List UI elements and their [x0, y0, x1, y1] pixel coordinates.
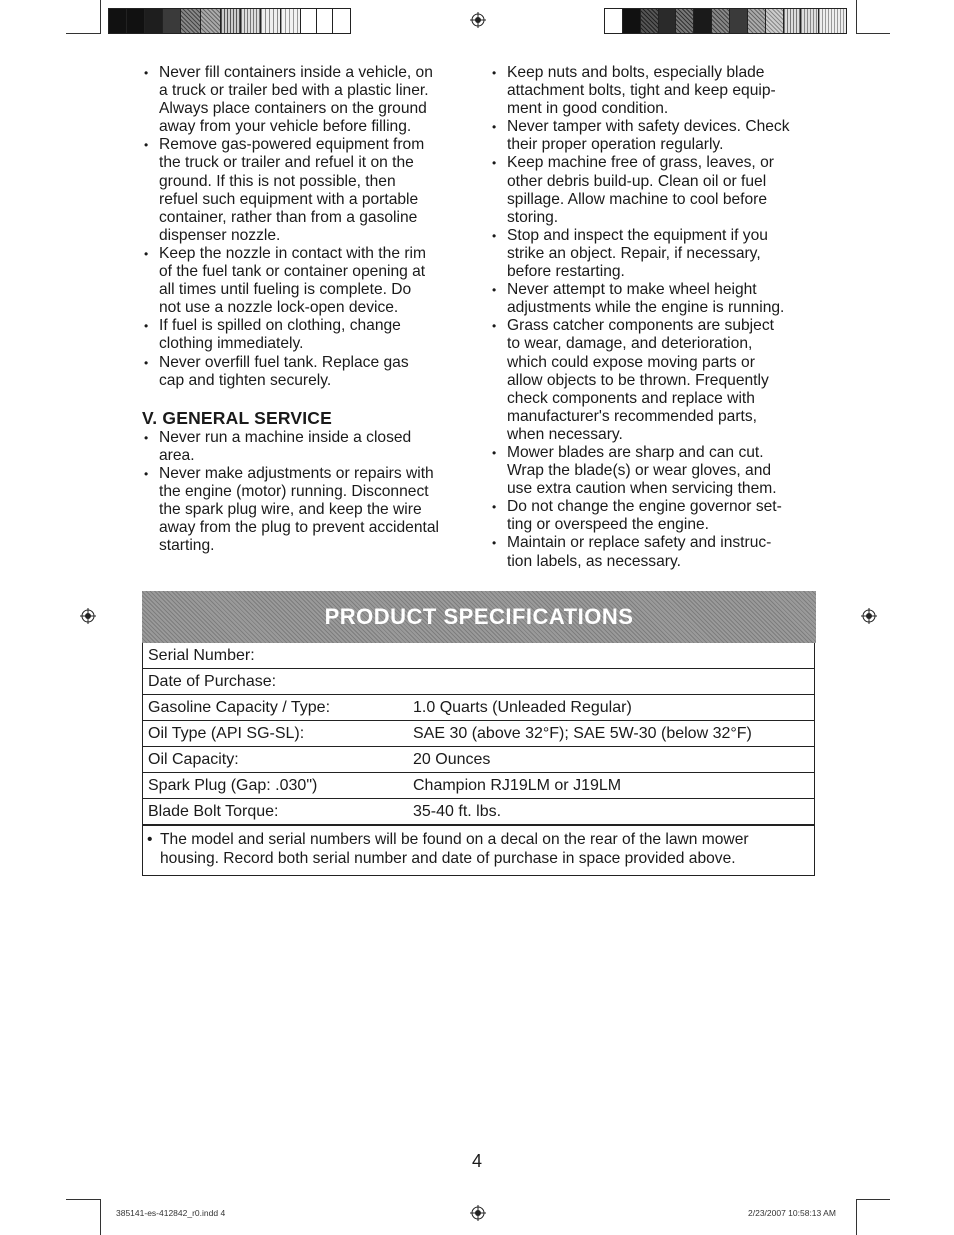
list-item-line: the spark plug wire, and keep the wire	[159, 501, 422, 519]
list-item	[490, 227, 830, 281]
list-item	[490, 64, 830, 118]
list-item-line: other debris build-up. Clean oil or fuel	[507, 172, 767, 190]
list-item-line: adjustments while the engine is running.	[507, 299, 785, 317]
crop-mark-top-left-v	[100, 0, 101, 34]
list-item	[490, 281, 830, 317]
table-row	[143, 695, 814, 721]
list-item-line: • Remove gas-powered equipment from	[159, 136, 425, 154]
spec-value: 1.0 Quarts (Unleaded Regular)	[413, 698, 632, 716]
spec-label: Gasoline Capacity / Type:	[148, 698, 331, 716]
list-item-line: the truck or trailer and refuel it on the	[159, 154, 414, 172]
list-item-line: tion labels, as necessary.	[507, 552, 681, 570]
list-item	[142, 317, 482, 353]
spec-label: Blade Bolt Torque:	[148, 802, 279, 820]
table-row	[143, 721, 814, 747]
crop-mark-bottom-left-h	[66, 1199, 100, 1200]
list-item-line: use extra caution when servicing them.	[507, 480, 777, 498]
list-item-line: • Do not change the engine governor set-	[507, 498, 782, 516]
list-item	[142, 465, 482, 555]
list-item-line: • Keep machine free of grass, leaves, or	[507, 154, 774, 172]
list-item-line: refuel such equipment with a portable	[159, 190, 419, 208]
right-column	[490, 64, 830, 571]
crop-mark-bottom-right-h	[856, 1199, 890, 1200]
list-item-line: • Never run a machine inside a closed	[159, 428, 412, 446]
list-item-line: before restarting.	[507, 263, 625, 281]
list-item-line: ground. If this is not possible, then	[159, 172, 396, 190]
list-item-line: • Stop and inspect the equipment if you	[507, 226, 768, 244]
fuel-safety-list	[142, 64, 482, 390]
page-number: 4	[471, 1151, 482, 1171]
list-item-line: • Maintain or replace safety and instruc-	[507, 534, 772, 552]
list-item-line: attachment bolts, tight and keep equip-	[507, 82, 776, 100]
list-item	[490, 118, 830, 154]
registration-mark-icon	[470, 1205, 486, 1221]
spec-value: 35-40 ft. lbs.	[413, 802, 502, 820]
list-item-line: ment in good condition.	[507, 100, 669, 118]
spec-label: Serial Number:	[148, 646, 255, 664]
spec-value: Champion RJ19LM or J19LM	[413, 776, 622, 794]
note-text	[147, 831, 810, 868]
list-item	[490, 154, 830, 226]
spec-label: Oil Type (API SG-SL):	[148, 724, 305, 742]
list-item	[490, 317, 830, 444]
list-item-line: allow objects to be thrown. Frequently	[507, 371, 769, 389]
spec-label: Date of Purchase:	[148, 672, 277, 690]
list-item-line: Wrap the blade(s) or wear gloves, and	[507, 462, 772, 480]
registration-mark-icon	[861, 608, 877, 624]
specifications-table	[142, 643, 815, 825]
footer-file-name: 385141-es-412842_r0.indd 4	[116, 1208, 226, 1218]
list-item-line: dispenser nozzle.	[159, 226, 281, 244]
list-item-line: spillage. Allow machine to cool before	[507, 190, 768, 208]
table-row	[143, 747, 814, 773]
table-row	[143, 773, 814, 799]
crop-mark-bottom-right-v	[856, 1199, 857, 1235]
list-item-line: Always place containers on the ground	[159, 100, 427, 118]
color-bar-right	[604, 8, 847, 34]
maintenance-list	[490, 64, 830, 571]
specifications-banner	[142, 591, 816, 643]
list-item-line: • Never overfill fuel tank. Replace gas	[159, 353, 409, 371]
list-item-line: • Never tamper with safety devices. Check	[507, 118, 790, 136]
crop-mark-top-right-h	[856, 33, 890, 34]
list-item-line: when necessary.	[507, 425, 623, 443]
table-row	[143, 643, 814, 669]
specifications-title: PRODUCT SPECIFICATIONS	[324, 604, 634, 629]
table-row	[143, 799, 814, 825]
list-item-line: strike an object. Repair, if necessary,	[507, 244, 761, 262]
list-item-line: away from your vehicle before filling.	[159, 118, 412, 136]
list-item-line: check components and replace with	[507, 389, 755, 407]
spec-label: Oil Capacity:	[148, 750, 239, 768]
list-item	[490, 444, 830, 498]
footer-timestamp: 2/23/2007 10:58:13 AM	[748, 1208, 836, 1218]
list-item-line: • Keep the nozzle in contact with the rim	[159, 244, 426, 262]
spec-value: SAE 30 (above 32°F); SAE 5W-30 (below 32°F)	[413, 724, 752, 742]
list-item	[142, 429, 482, 465]
list-item-line: • Mower blades are sharp and can cut.	[507, 443, 764, 461]
list-item-line: not use a nozzle lock-open device.	[159, 299, 399, 317]
registration-mark-icon	[80, 608, 96, 624]
list-item-line: • Never fill containers inside a vehicle, on	[159, 64, 433, 81]
list-item-line: ting or overspeed the engine.	[507, 516, 709, 534]
color-bar-left	[108, 8, 351, 34]
general-service-list	[142, 429, 482, 556]
list-item-line: container, rather than from a gasoline	[159, 208, 418, 226]
list-item-line: clothing immediately.	[159, 335, 304, 353]
list-item-line: which could expose moving parts or	[507, 353, 755, 371]
table-row	[143, 669, 814, 695]
list-item-line: the engine (motor) running. Disconnect	[159, 483, 429, 501]
note-line: housing. Record both serial number and date of purchase in space provided above.	[160, 849, 736, 867]
list-item-line: all times until fueling is complete. Do	[159, 281, 412, 299]
list-item-line: cap and tighten securely.	[159, 371, 332, 389]
list-item-line: their proper operation regularly.	[507, 136, 724, 154]
list-item	[142, 245, 482, 317]
list-item-line: of the fuel tank or container opening at	[159, 263, 426, 281]
list-item	[142, 136, 482, 245]
note-line: The model and serial numbers will be found on a decal on the rear of the lawn mower	[160, 831, 749, 848]
list-item	[142, 354, 482, 390]
list-item-line: storing.	[507, 208, 559, 226]
list-item-line: to wear, damage, and deterioration,	[507, 335, 753, 353]
crop-mark-bottom-left-v	[100, 1199, 101, 1235]
list-item-line: • If fuel is spilled on clothing, change	[159, 317, 401, 335]
crop-mark-top-left-h	[66, 33, 100, 34]
crop-mark-top-right-v	[856, 0, 857, 34]
list-item-line: a truck or trailer bed with a plastic liner.	[159, 82, 429, 100]
list-item-line: area.	[159, 446, 195, 464]
list-item	[142, 64, 482, 136]
note-bullet: •	[147, 831, 153, 848]
list-item-line: • Keep nuts and bolts, especially blade	[507, 64, 765, 81]
list-item-line: • Never make adjustments or repairs with	[159, 464, 434, 482]
list-item-line: manufacturer's recommended parts,	[507, 407, 757, 425]
list-item-line: away from the plug to prevent accidental	[159, 519, 439, 537]
left-column	[142, 64, 482, 555]
spec-value: 20 Ounces	[413, 750, 491, 768]
spec-label: Spark Plug (Gap: .030")	[148, 776, 318, 794]
list-item	[490, 498, 830, 534]
list-item-line: • Never attempt to make wheel height	[507, 281, 757, 299]
list-item	[490, 534, 830, 570]
registration-mark-icon	[470, 12, 486, 28]
section-title-general-service: V. GENERAL SERVICE	[142, 407, 333, 428]
list-item-line: starting.	[159, 537, 215, 555]
specifications-note	[142, 825, 815, 876]
list-item-line: • Grass catcher components are subject	[507, 317, 774, 335]
